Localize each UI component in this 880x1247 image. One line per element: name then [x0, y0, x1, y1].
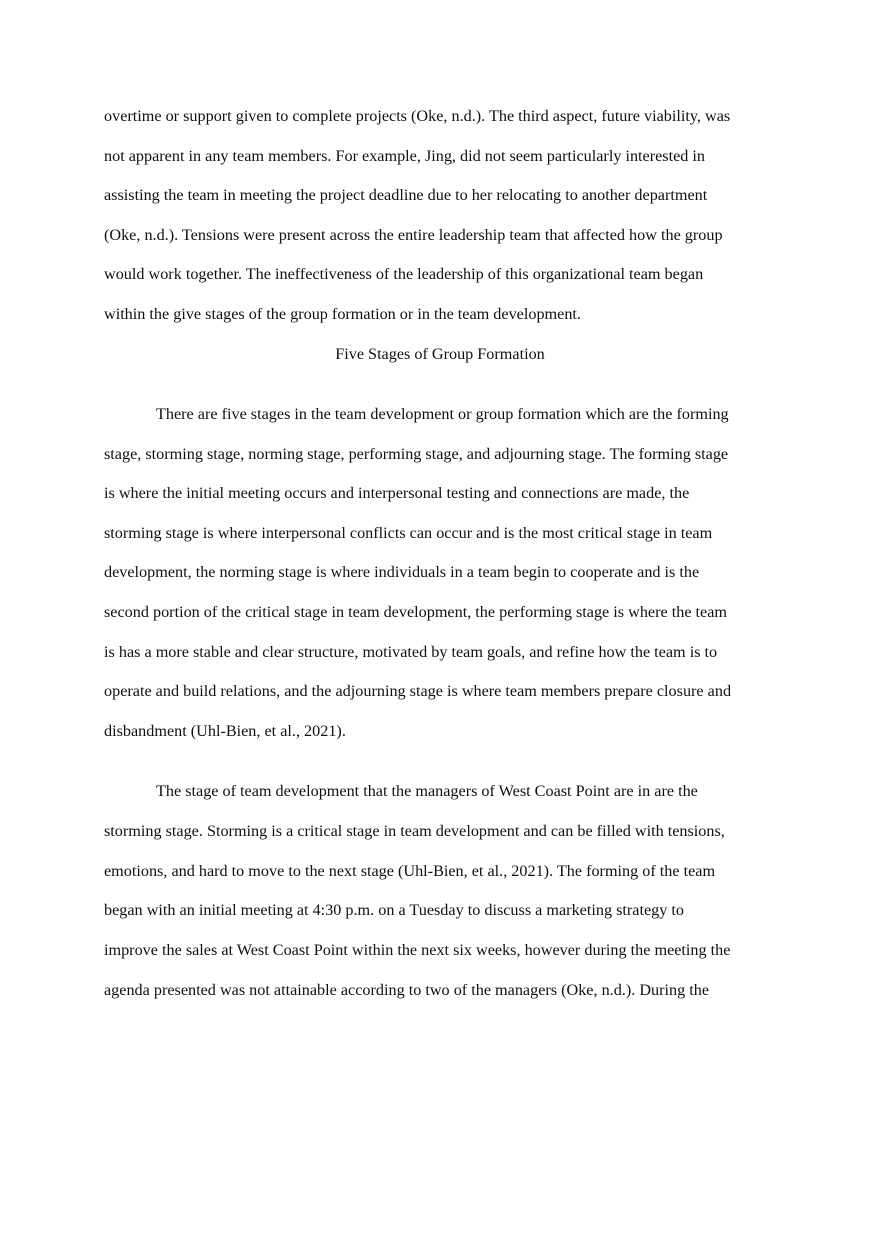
text-line: would work together. The ineffectiveness of the leadership of this organizational team began — [104, 265, 704, 283]
text-line: (Oke, n.d.). Tensions were present across the entire leadership team that affected how the group — [104, 226, 723, 244]
text-line: is has a more stable and clear structure, motivated by team goals, and refine how the team is to — [104, 643, 718, 661]
text-line: second portion of the critical stage in team development, the performing stage is where the team — [104, 603, 728, 621]
text-line: agenda presented was not attainable according to two of the managers (Oke, n.d.). During the — [104, 981, 710, 999]
text-line: began with an initial meeting at 4:30 p.m. on a Tuesday to discuss a marketing strategy to — [104, 901, 684, 919]
text-line: storming stage is where interpersonal conflicts can occur and is the most critical stage in team — [104, 524, 713, 542]
section-heading: Five Stages of Group Formation — [335, 345, 545, 363]
text-line: emotions, and hard to move to the next stage (Uhl-Bien, et al., 2021). The forming of the team — [104, 862, 716, 880]
text-line: not apparent in any team members. For example, Jing, did not seem particularly interested in — [104, 147, 706, 165]
text-line: assisting the team in meeting the project deadline due to her relocating to another department — [104, 186, 708, 204]
text-line: The stage of team development that the managers of West Coast Point are in are the — [156, 782, 698, 800]
text-line: storming stage. Storming is a critical stage in team development and can be filled with tensions, — [104, 822, 725, 840]
text-line: overtime or support given to complete projects (Oke, n.d.). The third aspect, future viability, was — [104, 107, 731, 125]
text-line: is where the initial meeting occurs and interpersonal testing and connections are made, the — [104, 484, 690, 502]
text-line: within the give stages of the group formation or in the team development. — [104, 305, 581, 323]
text-line: There are five stages in the team development or group formation which are the forming — [156, 405, 729, 423]
text-line: improve the sales at West Coast Point within the next six weeks, however during the meeting the — [104, 941, 731, 959]
text-line: development, the norming stage is where individuals in a team begin to cooperate and is the — [104, 563, 700, 581]
text-line: disbandment (Uhl-Bien, et al., 2021). — [104, 722, 346, 740]
text-line: operate and build relations, and the adjourning stage is where team members prepare closure and — [104, 682, 732, 700]
text-line: stage, storming stage, norming stage, performing stage, and adjourning stage. The forming stage — [104, 445, 729, 463]
